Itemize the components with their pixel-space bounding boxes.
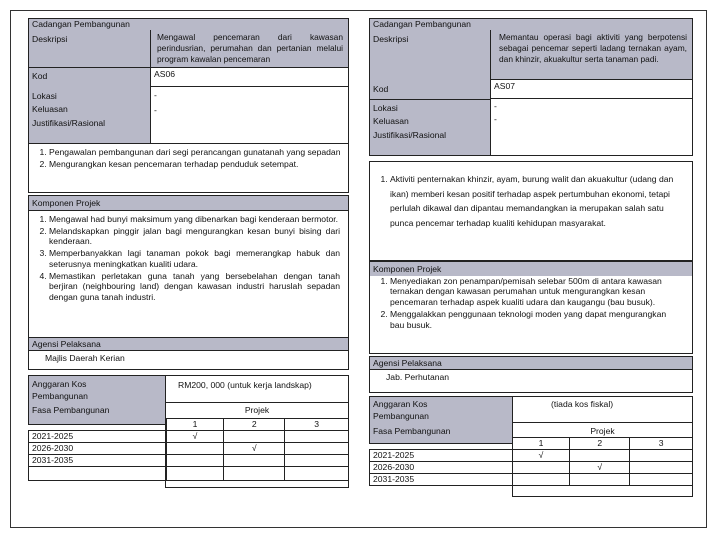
- list-item: 3. Memperbanyakkan lagi tanaman pokok bagi memerangkap habuk dan seterusnya meningkatkan kualiti udara.: [49, 248, 340, 269]
- left-komponen-list: [29, 211, 348, 303]
- left-komponen-box: [28, 210, 349, 338]
- left-label-projek: Projek: [244, 405, 270, 415]
- table-row: [29, 467, 349, 481]
- table-col-header: 1: [166, 419, 224, 431]
- left-label-anggaran: Anggaran Kos Pembangunan: [32, 379, 88, 401]
- phase-mark: [285, 431, 349, 443]
- table-col-header: 3: [285, 419, 349, 431]
- table-col-header: 3: [630, 438, 693, 450]
- right-phase-table: [369, 437, 693, 486]
- table-col-header: 2: [224, 419, 285, 431]
- left-label-fasa: Fasa Pembangunan: [32, 405, 110, 415]
- right-label-lokasi: Lokasi: [373, 103, 398, 113]
- phase-mark: [224, 431, 285, 443]
- left-keluasan: -: [154, 104, 157, 115]
- table-row: [370, 462, 693, 474]
- table-row: [29, 443, 349, 455]
- phase-mark: [512, 474, 570, 486]
- right-agensi-box: [369, 369, 693, 393]
- left-label-justifikasi: Justifikasi/Rasional: [32, 118, 106, 128]
- left-justifikasi-list: [29, 144, 348, 169]
- table-row: [29, 455, 349, 467]
- right-label-fasa: Fasa Pembangunan: [373, 426, 451, 436]
- phase-mark: [570, 450, 630, 462]
- left-anggaran-cell: [165, 375, 349, 403]
- left-label-keluasan: Keluasan: [32, 104, 68, 114]
- list-item: 1. Pengawalan pembangunan dari segi perancangan gunatanah yang sepadan: [49, 147, 342, 158]
- phase-mark: √: [570, 462, 630, 474]
- phase-period: 2026-2030: [370, 462, 513, 474]
- phase-period: 2031-2035: [370, 474, 513, 486]
- left-agensi: Majlis Daerah Kerian: [45, 353, 125, 363]
- phase-mark: [285, 443, 349, 455]
- right-label-komponen: Komponen Projek: [373, 264, 442, 274]
- left-kod-cell: [150, 67, 349, 87]
- right-label-agensi: Agensi Pelaksana: [373, 358, 442, 368]
- left-justifikasi-box: [28, 143, 349, 193]
- table-col-header: 2: [570, 438, 630, 450]
- phase-mark: √: [512, 450, 570, 462]
- right-label-projek: Projek: [590, 426, 615, 436]
- left-deskripsi: Mengawal pencemaran dari kawasan perindusrian, perumahan dan pertanian melalui program kawalan pencemaran: [157, 32, 343, 64]
- phase-mark: [166, 443, 224, 455]
- right-deskripsi-cell: [490, 30, 693, 80]
- phase-period: 2021-2025: [370, 450, 513, 462]
- phase-period: 2026-2030: [29, 443, 167, 455]
- right-label-keluasan: Keluasan: [373, 116, 409, 126]
- right-agensi-header: [369, 356, 693, 370]
- left-komponen-header: [28, 195, 349, 211]
- left-label-deskripsi: Deskripsi: [32, 34, 68, 44]
- right-lokasi: -: [494, 101, 497, 111]
- left-anggaran: RM200, 000 (untuk kerja landskap): [178, 380, 312, 390]
- phase-mark: √: [224, 443, 285, 455]
- list-item: 1. Mengawal had bunyi maksimum yang dibenarkan bagi kenderaan bermotor.: [49, 214, 340, 225]
- table-row: [370, 438, 693, 450]
- table-row: [370, 474, 693, 486]
- table-col-header: 1: [512, 438, 570, 450]
- phase-mark: [224, 455, 285, 467]
- phase-mark: [512, 462, 570, 474]
- list-item: 2. Menggalakkan penggunaan teknologi moden yang dapat mengurangkan bau busuk.: [390, 309, 680, 330]
- left-agensi-header: [28, 337, 349, 351]
- right-komponen-box: [369, 261, 693, 354]
- right-justifikasi-box: [369, 161, 693, 261]
- phase-mark: √: [166, 431, 224, 443]
- left-agensi-box: [28, 350, 349, 370]
- right-justifikasi-list: [370, 162, 692, 230]
- right-lokasi-cell: [490, 98, 693, 156]
- left-lokasi: -: [154, 90, 157, 100]
- phase-mark: [166, 455, 224, 467]
- phase-period: 2021-2025: [29, 431, 167, 443]
- left-label-agensi: Agensi Pelaksana: [32, 339, 101, 349]
- list-item: 1. Menyediakan zon penampan/pemisah selebar 500m di antara kawasan ternakan dengan kawasan perumahan untuk mengurangkan kesan pencemaran terhadap aspek kualiti udara dan kaugangu (bau busuk).: [390, 276, 680, 308]
- phase-mark: [630, 450, 693, 462]
- phase-period: 2031-2035: [29, 455, 167, 467]
- left-header: Cadangan Pembangunan: [32, 19, 130, 29]
- right-deskripsi: Memantau operasi bagi aktiviti yang berpotensi sebagai pencemar seperti ladang ternakan ayam, dan khinzir, akuakultur serta tanaman padi.: [499, 32, 687, 64]
- left-label-lokasi: Lokasi: [32, 91, 57, 101]
- list-item: 2. Mengurangkan kesan pencemaran terhadap penduduk setempat.: [49, 159, 342, 170]
- right-kod-cell: [490, 79, 693, 99]
- left-phase-table: [28, 418, 349, 481]
- phase-mark: [630, 474, 693, 486]
- right-label-justifikasi: Justifikasi/Rasional: [373, 130, 447, 140]
- right-kod: AS07: [494, 81, 516, 91]
- table-row: [29, 431, 349, 443]
- table-row: [29, 419, 349, 431]
- list-item: 1. Aktiviti penternakan khinzir, ayam, burung walit dan akuakultur (udang dan ikan) memberi kesan positif terhadap aspek pertumbuhan ekonomi, tetapi perlulah dikawal dan dipantau memandangkan ia merupakan salah satu punca pencemar terhadap kualiti kehidupan masyarakat.: [390, 172, 680, 230]
- phase-mark: [285, 455, 349, 467]
- right-anggaran-cell: [512, 396, 693, 423]
- right-keluasan: -: [494, 113, 497, 124]
- phase-mark: [570, 474, 630, 486]
- right-label-deskripsi: Deskripsi: [373, 34, 409, 44]
- right-agensi: Jab. Perhutanan: [386, 372, 450, 382]
- right-label-anggaran: Anggaran Kos Pembangunan: [373, 399, 429, 421]
- table-row: [370, 450, 693, 462]
- left-lokasi-cell: [150, 86, 349, 144]
- right-label-kod: Kod: [373, 84, 389, 94]
- right-komponen-list: [370, 276, 692, 354]
- left-label-komponen: Komponen Projek: [32, 198, 101, 208]
- right-anggaran: (tiada kos fiskal): [551, 399, 614, 409]
- phase-mark: [630, 462, 693, 474]
- right-header: Cadangan Pembangunan: [373, 19, 471, 29]
- left-label-kod: Kod: [32, 71, 48, 81]
- left-deskripsi-cell: [150, 30, 349, 68]
- left-kod: AS06: [154, 69, 176, 79]
- list-item: 2. Melandskapkan pinggir jalan bagi mengurangkan kesan bunyi bising dari kenderaan.: [49, 226, 340, 247]
- list-item: 4. Memastikan perletakan guna tanah yang bersebelahan dengan tanah berjiran (neighbouring land) dengan kawasan industri haruslah sepadan dengan guna tanah industri.: [49, 271, 340, 303]
